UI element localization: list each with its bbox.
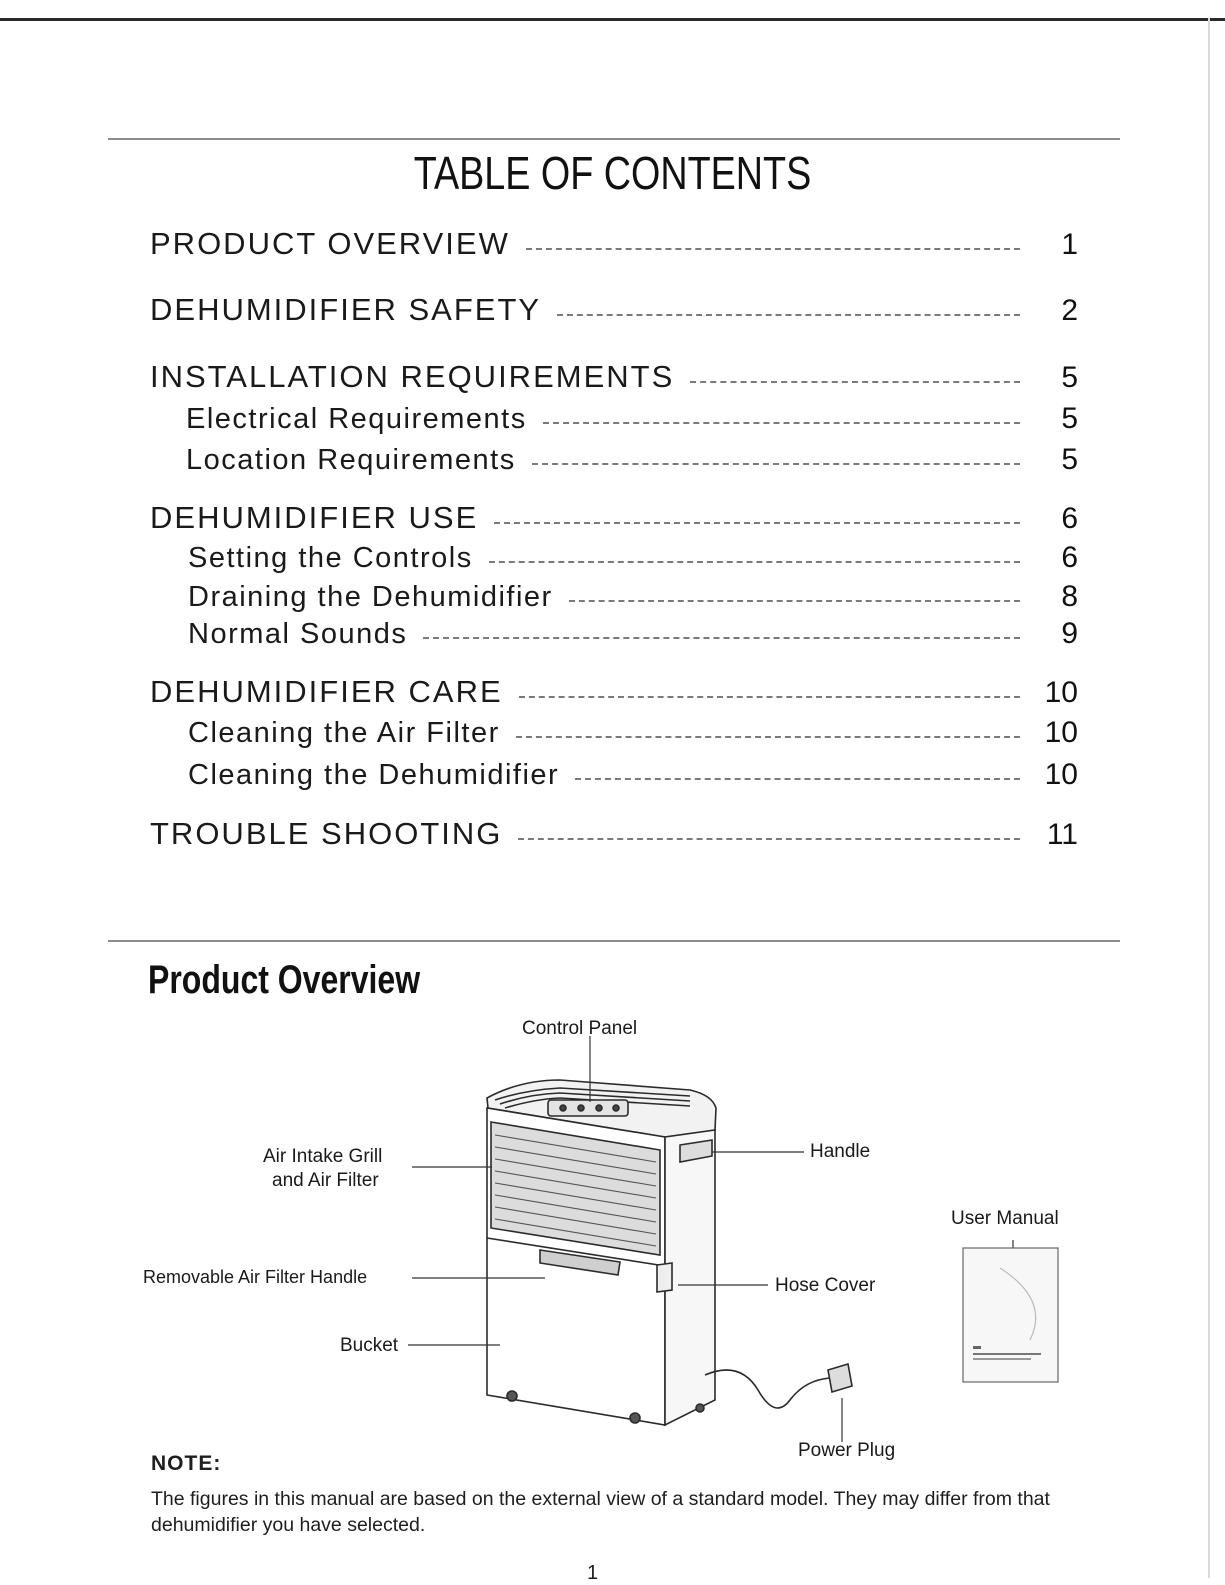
toc-entry-page: 9 <box>1061 617 1078 650</box>
product-overview-heading: Product Overview <box>148 958 421 1002</box>
toc-entry-page: 6 <box>1061 541 1078 574</box>
toc-entry-label: DEHUMIDIFIER CARE <box>150 674 503 709</box>
toc-entry-label: Normal Sounds <box>188 618 408 650</box>
toc-entry-label: DEHUMIDIFIER SAFETY <box>150 292 542 327</box>
user-manual-callout: User Manual <box>951 1208 1059 1229</box>
air-intake-callout-line1: Air Intake Grill <box>263 1146 383 1167</box>
toc-entry-page: 11 <box>1046 818 1078 851</box>
toc-entry-label: Electrical Requirements <box>186 403 527 435</box>
toc-entry-label: Cleaning the Air Filter <box>188 717 500 749</box>
toc-entry-page: 5 <box>1061 402 1078 435</box>
toc-entry-label: Location Requirements <box>186 444 516 476</box>
toc-entry-page: 5 <box>1061 361 1078 394</box>
hose-cover-callout: Hose Cover <box>775 1275 876 1296</box>
note-text: The figures in this manual are based on the external view of a standard model. They may differ from that dehumidifier you have selected. <box>151 1488 1050 1536</box>
toc-entry-label: Cleaning the Dehumidifier <box>188 759 560 791</box>
toc-entry-page: 10 <box>1044 758 1078 791</box>
toc-entry-page: 10 <box>1044 716 1078 749</box>
note-heading: NOTE: <box>151 1452 222 1475</box>
air-intake-callout-line2: and Air Filter <box>272 1170 379 1191</box>
control-panel-callout: Control Panel <box>522 1018 638 1039</box>
toc-entry-page: 1 <box>1061 228 1078 261</box>
toc-entry-page: 2 <box>1061 294 1078 327</box>
toc-entry-label: TROUBLE SHOOTING <box>150 816 503 851</box>
toc-title: TABLE OF CONTENTS <box>413 147 812 199</box>
power-plug-callout: Power Plug <box>798 1440 896 1461</box>
toc-entry-page: 10 <box>1044 676 1078 709</box>
toc-entry-label: PRODUCT OVERVIEW <box>150 226 510 261</box>
toc-entry-page: 6 <box>1061 502 1078 535</box>
toc-entry-page: 5 <box>1061 443 1078 476</box>
filter-handle-callout: Removable Air Filter Handle <box>143 1267 368 1287</box>
handle-callout: Handle <box>810 1141 871 1162</box>
bucket-callout: Bucket <box>340 1335 399 1356</box>
toc-entry-page: 8 <box>1061 580 1078 613</box>
toc-entry-label: Setting the Controls <box>188 542 473 574</box>
toc-entry-label: Draining the Dehumidifier <box>188 581 553 613</box>
toc-entry-label: INSTALLATION REQUIREMENTS <box>150 359 675 394</box>
toc-entry-label: DEHUMIDIFIER USE <box>150 500 479 535</box>
page-number: 1 <box>586 1562 599 1584</box>
